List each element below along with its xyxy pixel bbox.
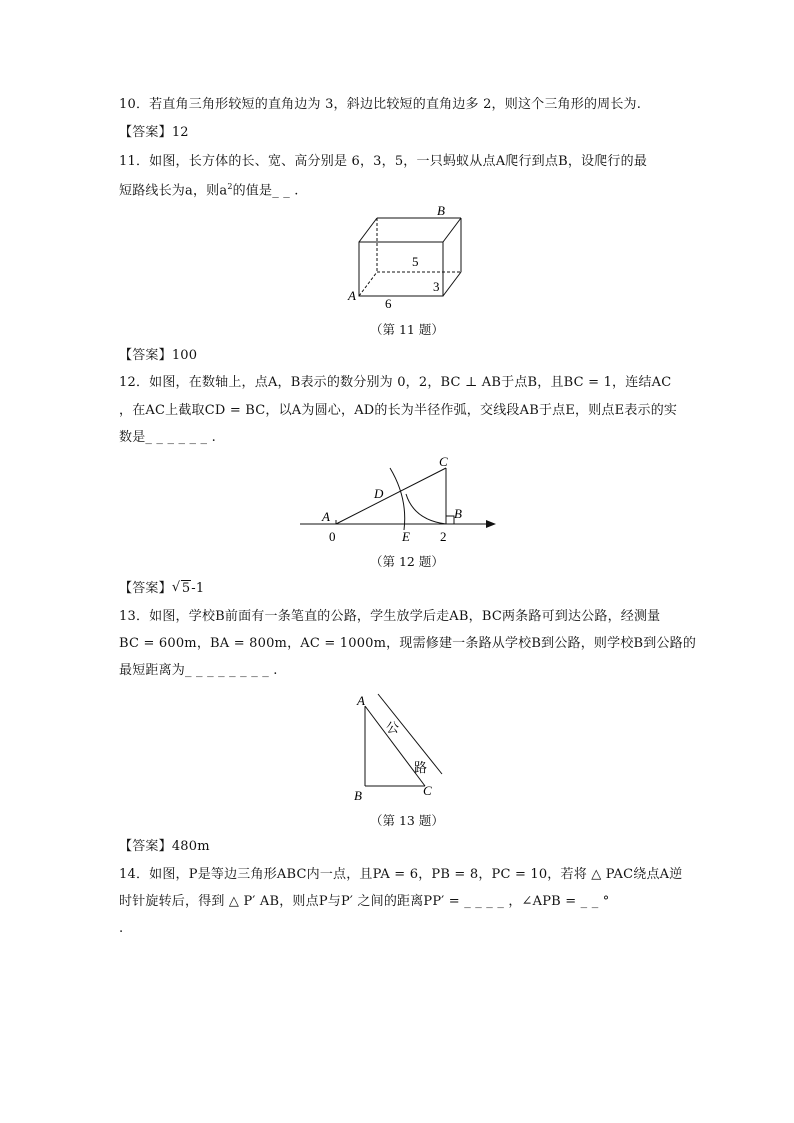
label-E: E [402,529,410,544]
answer-suffix: -1 [191,581,205,596]
tick-0: 0 [329,529,336,544]
q10-answer [119,124,189,142]
q11-answer [119,347,197,365]
q14-line2: 时针旋转后，得到 △ P′ AB，则点P与P′ 之间的距离PP′ = _ _ _ _ ，∠APB = _ _ ° [119,894,610,909]
q12-caption: （第 12 题） [370,554,444,569]
q11-line2-a: 短路线长为a，则a [119,183,228,199]
q14-line1: 14．如图，P是等边三角形ABC内一点，且PA = 6，PB = 8，PC = 10，若将 △ PAC绕点A逆 [119,867,683,882]
label-B: B [437,203,445,218]
answer-label: 【答案】 [119,348,172,363]
answer-value: 480m [171,839,210,854]
label-B: B [454,506,462,521]
tick-2: 2 [440,529,447,544]
dim-width: 3 [433,279,440,294]
q14-line3: . [119,921,124,936]
label-A: A [348,288,356,303]
answer-value: 100 [171,348,198,363]
label-B: B [354,788,362,803]
sqrt-expression: √ 5 [171,580,191,596]
q13-line2: BC = 600m，BA = 800m，AC = 1000m，现需修建一条路从学校B到公路，则学校B到公路的 [119,636,697,651]
answer-label: 【答案】 [119,839,172,854]
q10-text: 10．若直角三角形较短的直角边为 3，斜边比较短的直角边多 2，则这个三角形的周长为. [119,97,642,112]
q12-line2: ，在AC上截取CD = BC，以A为圆心，AD的长为半径作弧，交线段AB于点E，则点E表示的实 [119,403,678,418]
label-D: D [374,486,384,501]
label-C: C [439,454,448,469]
road-char-2: 路 [414,760,428,775]
answer-label: 【答案】 [119,581,172,596]
q12-number-line-figure [296,450,502,546]
dim-length: 6 [385,296,392,311]
label-A: A [357,693,365,708]
q11-caption: （第 11 题） [370,322,444,337]
road-char-1: 公 [386,720,400,735]
q12-line3: 数是_ _ _ _ _ _ . [119,430,216,445]
q13-caption: （第 13 题） [370,813,444,828]
q12-line1: 12．如图，在数轴上，点A，B表示的数分别为 0，2，BC ⊥ AB于点B，且BC = 1，连结AC [119,375,672,390]
dim-height: 5 [412,254,419,269]
label-C: C [423,783,432,798]
q13-road-figure [350,690,450,804]
q11-line2 [119,178,299,200]
q13-line3: 最短距离为_ _ _ _ _ _ _ _ . [119,663,278,678]
q13-answer [119,838,210,856]
q11-line1: 11．如图，长方体的长、宽、高分别是 6，3，5，一只蚂蚁从点A爬行到点B，设爬行的最 [119,154,648,169]
answer-value: 12 [171,125,189,140]
radicand: 5 [181,581,191,596]
q13-line1: 13．如图，学校B前面有一条笔直的公路，学生放学后走AB，BC两条路可到达公路，经测量 [119,609,661,624]
q11-sup: 2 [227,182,233,191]
label-A: A [322,509,330,524]
q12-answer [119,580,204,598]
answer-label: 【答案】 [119,125,172,140]
q11-cuboid-figure [340,200,470,312]
q11-line2-b: 的值是_ _ . [232,183,299,199]
